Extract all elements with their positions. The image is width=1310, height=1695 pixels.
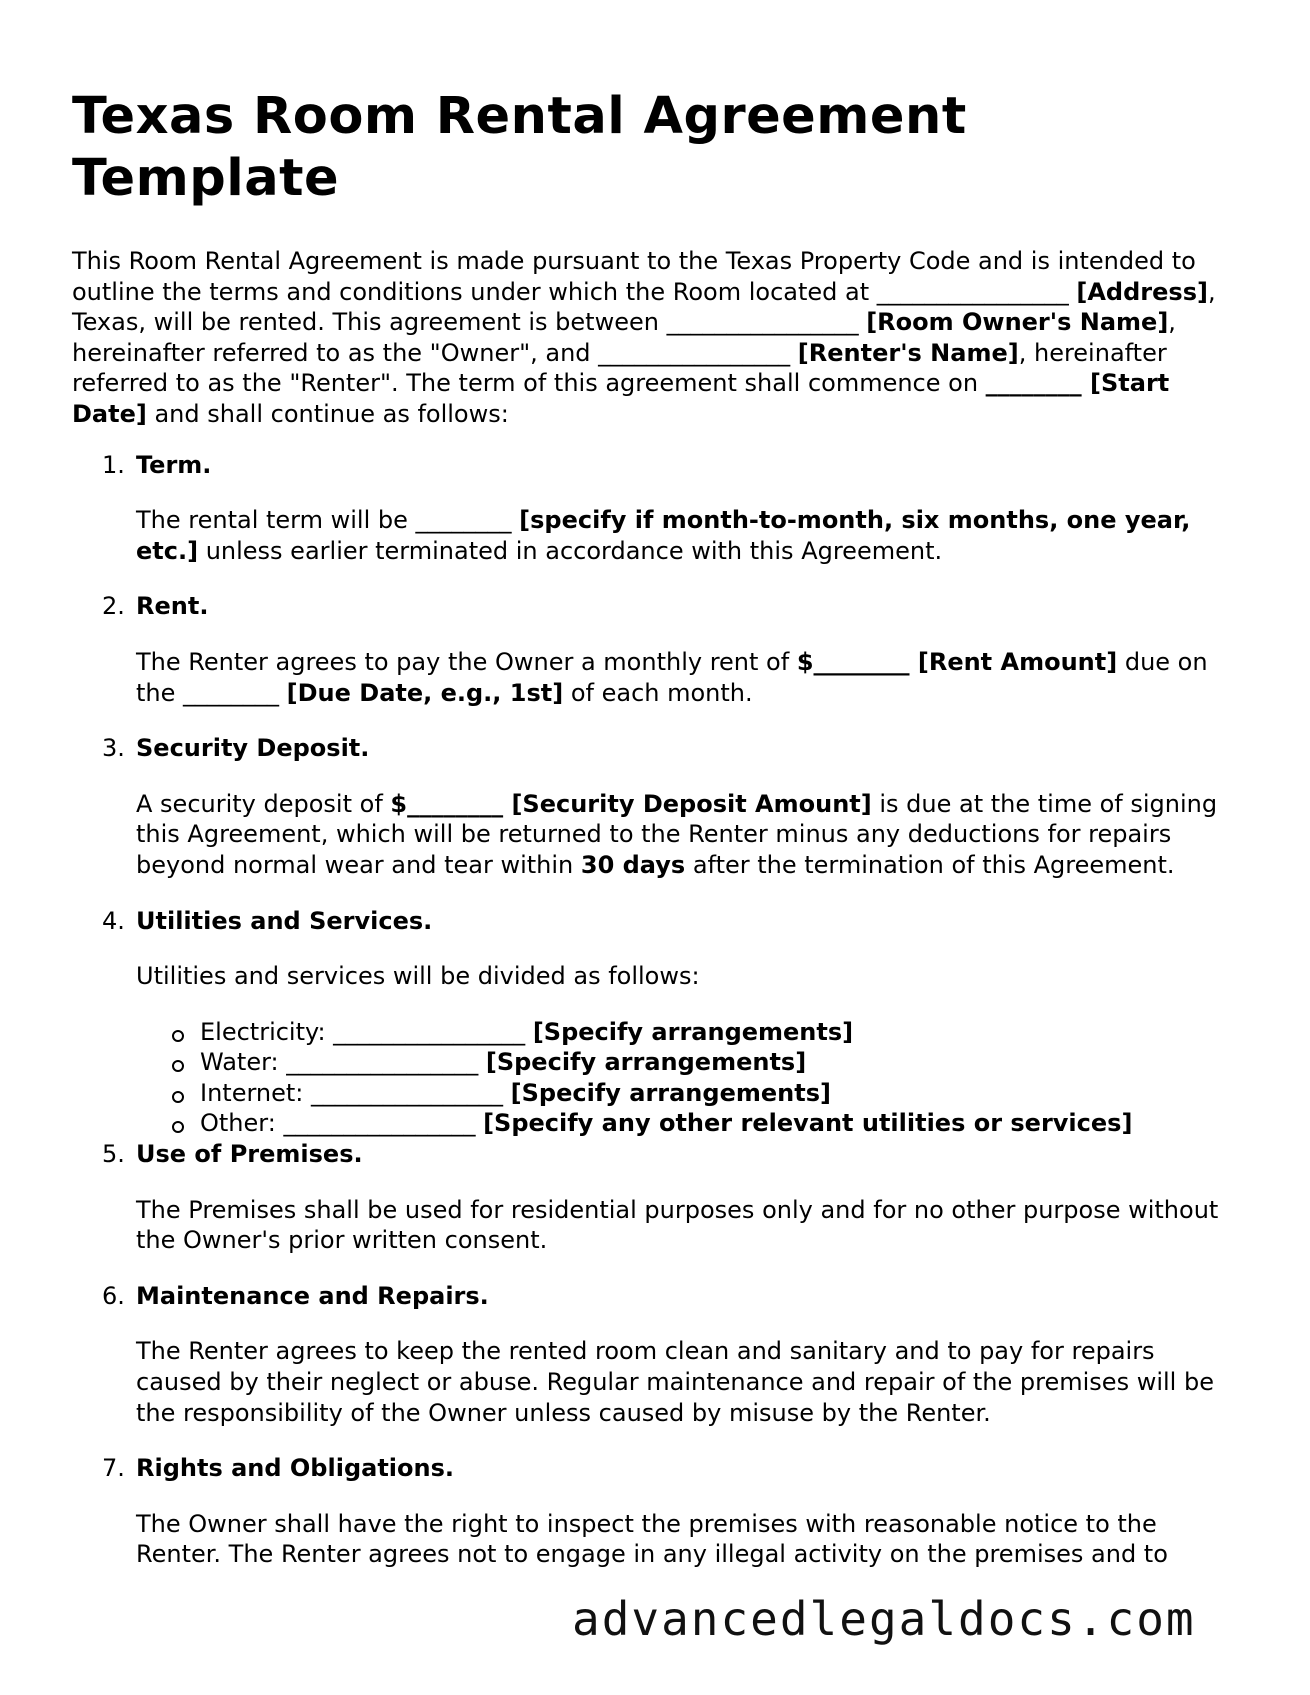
circle-bullet-icon xyxy=(172,1030,184,1042)
section-title: Use of Premises. xyxy=(136,1140,363,1169)
section-number: 2. xyxy=(102,592,125,621)
watermark: advancedlegaldocs.com xyxy=(572,1592,1196,1646)
section-body: A security deposit of $________ [Security Deposit Amount] is due at the time of signing this Agreement, which will be returned to the Renter minus any deductions for repairs beyond normal wear and tear within 30 days after the termination of this Agreement. xyxy=(136,789,1218,879)
section-body: The Premises shall be used for residential purposes only and for no other purpose without the Owner's prior written consent. xyxy=(136,1195,1219,1255)
utility-item-water: Water: ________________ [Specify arrangements] xyxy=(200,1047,1242,1078)
section-term xyxy=(72,450,1242,567)
document-title: Texas Room Rental Agreement Template xyxy=(72,87,967,208)
section-security-deposit xyxy=(72,733,1242,880)
utility-item-internet: Internet: ________________ [Specify arrangements] xyxy=(200,1078,1242,1109)
section-number: 4. xyxy=(102,906,125,935)
section-number: 3. xyxy=(102,734,125,763)
section-title: Rent. xyxy=(136,592,209,621)
section-use-of-premises xyxy=(72,1139,1242,1256)
utility-item-electricity: Electricity: ________________ [Specify arrangements] xyxy=(200,1017,1242,1048)
section-title: Utilities and Services. xyxy=(136,906,433,935)
section-body: Utilities and services will be divided as follows: xyxy=(136,962,700,991)
intro-paragraph: This Room Rental Agreement is made pursuant to the Texas Property Code and is intended to outline the terms and conditions under which the Room located at ________________ [Address], Texas, will be rented. This agreement is between ________________ [Room Owner's Name], hereinafter referred to as the "Owner", and ________________ [Renter's Name], hereinafter referred to as the "Renter". The term of this agreement shall commence on ________ [Start Date] and shall continue as follows: xyxy=(72,247,1216,428)
section-title: Rights and Obligations. xyxy=(136,1454,454,1483)
document-page xyxy=(72,86,1242,1595)
section-title: Term. xyxy=(136,450,212,479)
section-number: 1. xyxy=(102,450,125,479)
section-title: Maintenance and Repairs. xyxy=(136,1281,489,1310)
circle-bullet-icon xyxy=(172,1121,184,1133)
section-maintenance xyxy=(72,1281,1242,1428)
utility-item-other: Other: ________________ [Specify any other relevant utilities or services] xyxy=(200,1108,1242,1139)
section-body: The Owner shall have the right to inspect the premises with reasonable notice to the Renter. The Renter agrees not to engage in any illegal activity on the premises and to xyxy=(136,1509,1168,1569)
section-number: 7. xyxy=(102,1454,125,1483)
section-body: The rental term will be ________ [specify if month-to-month, six months, one year, etc.] unless earlier terminated in accordance with this Agreement. xyxy=(136,506,1191,565)
circle-bullet-icon xyxy=(172,1091,184,1103)
section-body: The Renter agrees to keep the rented room clean and sanitary and to pay for repairs caused by their neglect or abuse. Regular maintenance and repair of the premises will be the responsibility of the Owner unless caused by misuse by the Renter. xyxy=(136,1337,1214,1427)
circle-bullet-icon xyxy=(172,1060,184,1072)
section-rights-obligations xyxy=(72,1453,1242,1570)
sections-list xyxy=(72,450,1242,1570)
utilities-list xyxy=(136,1017,1242,1139)
section-body: The Renter agrees to pay the Owner a monthly rent of $________ [Rent Amount] due on the ________ [Due Date, e.g., 1st] of each month. xyxy=(136,647,1208,707)
section-rent xyxy=(72,591,1242,708)
section-number: 6. xyxy=(102,1281,125,1310)
section-title: Security Deposit. xyxy=(136,734,370,763)
section-number: 5. xyxy=(102,1140,125,1169)
section-utilities xyxy=(72,906,1242,1140)
